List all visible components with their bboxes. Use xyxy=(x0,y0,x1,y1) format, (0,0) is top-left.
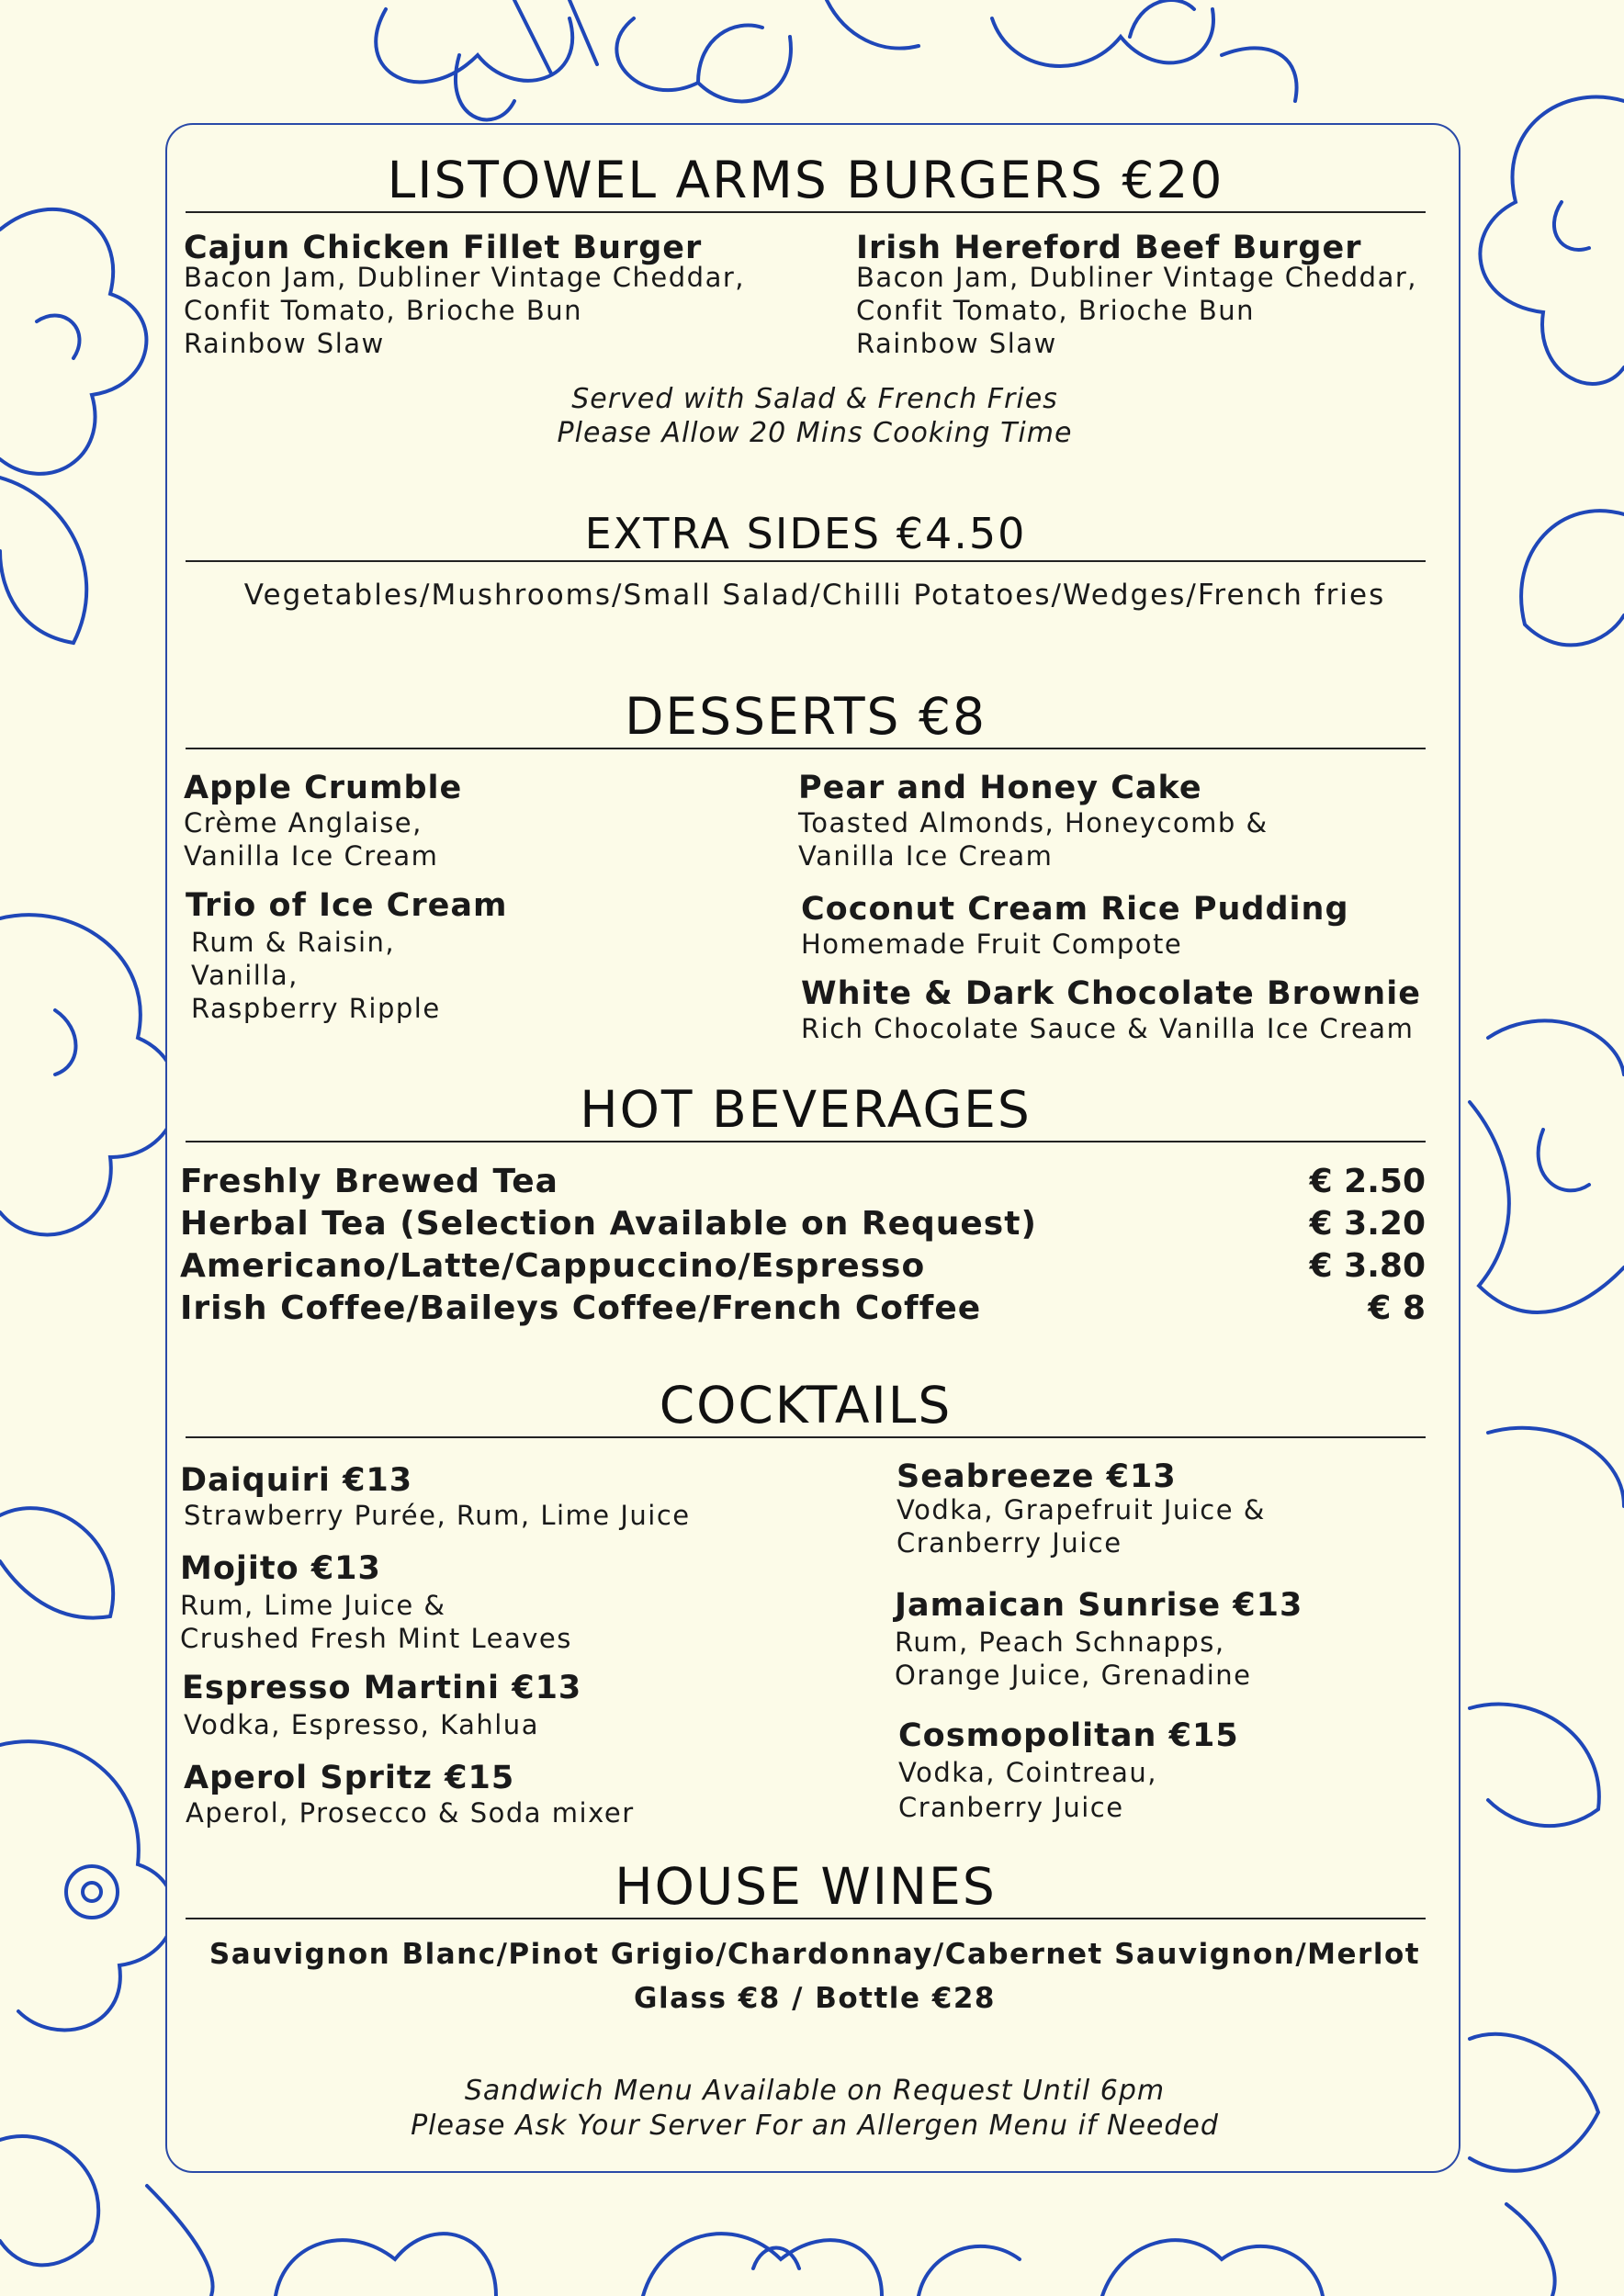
cocktail-desc-line: Cranberry Juice xyxy=(898,1792,1124,1823)
burgers-heading: LISTOWEL ARMS BURGERS €20 xyxy=(186,151,1426,213)
beverage-price: € 3.80 xyxy=(1309,1247,1426,1285)
dessert-name: Coconut Cream Rice Pudding xyxy=(801,891,1349,928)
dessert-desc-line: Vanilla Ice Cream xyxy=(798,840,1054,872)
burger-note: Served with Salad & French Fries xyxy=(571,383,1058,415)
dessert-desc-line: Homemade Fruit Compote xyxy=(801,929,1183,960)
burger-desc-line: Rainbow Slaw xyxy=(856,328,1057,359)
wines-price: Glass €8 / Bottle €28 xyxy=(634,1982,996,2015)
cocktail-name: Aperol Spritz €15 xyxy=(184,1760,515,1796)
burger-desc-line: Bacon Jam, Dubliner Vintage Cheddar, xyxy=(856,262,1418,293)
cocktail-desc-line: Orange Juice, Grenadine xyxy=(895,1660,1252,1691)
dessert-desc-line: Raspberry Ripple xyxy=(191,993,441,1024)
sides-list: Vegetables/Mushrooms/Small Salad/Chilli Potatoes/Wedges/French fries xyxy=(243,579,1386,612)
dessert-name: White & Dark Chocolate Brownie xyxy=(801,975,1421,1012)
beverage-price: € 3.20 xyxy=(1309,1205,1426,1243)
burger-desc-line: Confit Tomato, Brioche Bun xyxy=(856,295,1255,326)
cocktail-name: Daiquiri €13 xyxy=(180,1462,413,1499)
cocktail-name: Seabreeze €13 xyxy=(897,1458,1177,1495)
cocktail-desc-line: Crushed Fresh Mint Leaves xyxy=(180,1623,572,1654)
hot-beverages-heading: HOT BEVERAGES xyxy=(186,1080,1426,1142)
footer-note: Please Ask Your Server For an Allergen Menu if Needed xyxy=(411,2110,1219,2142)
cocktail-name: Cosmopolitan €15 xyxy=(898,1717,1239,1754)
flower-icon xyxy=(376,0,1296,119)
burger-desc-line: Bacon Jam, Dubliner Vintage Cheddar, xyxy=(184,262,746,293)
flower-icon xyxy=(276,2234,1323,2296)
beverage-price: € 8 xyxy=(1368,1289,1426,1327)
dessert-desc-line: Toasted Almonds, Honeycomb & xyxy=(798,807,1269,838)
cocktail-desc-line: Cranberry Juice xyxy=(897,1527,1122,1559)
dessert-desc-line: Rich Chocolate Sauce & Vanilla Ice Cream xyxy=(801,1013,1415,1044)
cocktail-name: Jamaican Sunrise €13 xyxy=(895,1587,1303,1624)
dessert-desc-line: Crème Anglaise, xyxy=(184,807,423,838)
burger-name: Cajun Chicken Fillet Burger xyxy=(184,230,703,266)
beverage-name: Americano/Latte/Cappuccino/Espresso xyxy=(180,1247,926,1285)
dessert-name: Pear and Honey Cake xyxy=(798,770,1202,806)
desserts-heading: DESSERTS €8 xyxy=(186,687,1426,749)
wines-list: Sauvignon Blanc/Pinot Grigio/Chardonnay/Cabernet Sauvignon/Merlot xyxy=(209,1938,1421,1971)
dessert-name: Apple Crumble xyxy=(184,770,463,806)
dessert-desc-line: Rum & Raisin, xyxy=(191,927,396,958)
flower-icon xyxy=(1470,97,1624,2296)
menu-card xyxy=(165,123,1460,2173)
beverage-name: Freshly Brewed Tea xyxy=(180,1163,558,1200)
dessert-name: Trio of Ice Cream xyxy=(186,887,508,924)
beverage-price: € 2.50 xyxy=(1309,1163,1426,1200)
cocktail-desc-line: Aperol, Prosecco & Soda mixer xyxy=(186,1797,635,1829)
cocktail-name: Espresso Martini €13 xyxy=(182,1670,582,1706)
sides-heading: EXTRA SIDES €4.50 xyxy=(186,509,1426,562)
dessert-desc-line: Vanilla Ice Cream xyxy=(184,840,439,872)
cocktail-desc-line: Vodka, Cointreau, xyxy=(898,1757,1158,1788)
cocktail-desc-line: Vodka, Grapefruit Juice & xyxy=(897,1494,1266,1525)
burger-desc-line: Rainbow Slaw xyxy=(184,328,385,359)
cocktails-heading: COCKTAILS xyxy=(186,1376,1426,1438)
house-wines-heading: HOUSE WINES xyxy=(186,1857,1426,1919)
footer-note: Sandwich Menu Available on Request Until 6pm xyxy=(464,2075,1166,2107)
cocktail-name: Mojito €13 xyxy=(180,1550,381,1587)
beverage-name: Herbal Tea (Selection Available on Request) xyxy=(180,1205,1037,1243)
dessert-desc-line: Vanilla, xyxy=(191,960,299,991)
cocktail-desc-line: Rum, Lime Juice & xyxy=(180,1590,446,1621)
beverage-name: Irish Coffee/Baileys Coffee/French Coffee xyxy=(180,1289,982,1327)
burger-name: Irish Hereford Beef Burger xyxy=(856,230,1362,266)
burger-note: Please Allow 20 Mins Cooking Time xyxy=(557,417,1073,449)
burger-desc-line: Confit Tomato, Brioche Bun xyxy=(184,295,582,326)
cocktail-desc-line: Rum, Peach Schnapps, xyxy=(895,1626,1225,1658)
cocktail-desc-line: Vodka, Espresso, Kahlua xyxy=(184,1709,539,1740)
cocktail-desc-line: Strawberry Purée, Rum, Lime Juice xyxy=(184,1500,691,1531)
